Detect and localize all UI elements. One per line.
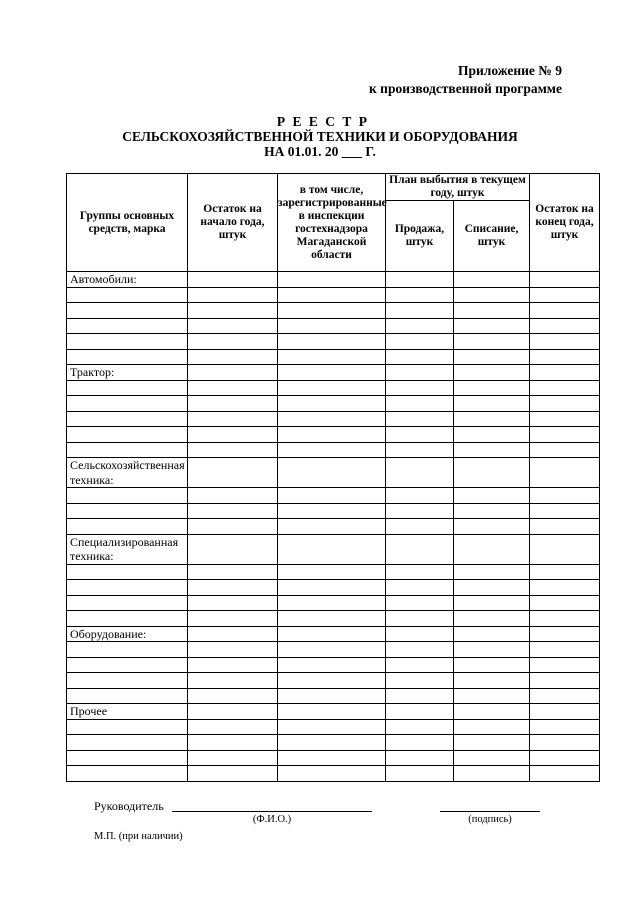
- table-cell[interactable]: [188, 657, 278, 673]
- table-row: [67, 427, 600, 443]
- table-cell[interactable]: [386, 534, 454, 564]
- table-cell[interactable]: [188, 380, 278, 396]
- table-cell[interactable]: [454, 427, 530, 443]
- appendix-number: Приложение № 9: [458, 63, 562, 78]
- column-header-end-balance: Остаток на конец года, штук: [530, 174, 600, 272]
- table-cell[interactable]: [278, 534, 386, 564]
- table-cell[interactable]: [278, 595, 386, 611]
- section-label: Оборудование:: [67, 626, 188, 642]
- table-cell[interactable]: [530, 272, 600, 288]
- table-cell[interactable]: [278, 365, 386, 381]
- table-cell[interactable]: [454, 365, 530, 381]
- column-header-sale: Продажа, штук: [386, 201, 454, 272]
- table-cell[interactable]: [454, 318, 530, 334]
- section-label: Сельскохозяйственная техника:: [67, 458, 188, 488]
- table-cell[interactable]: [67, 303, 188, 319]
- signature-line: [440, 811, 540, 812]
- table-cell[interactable]: [530, 303, 600, 319]
- table-cell[interactable]: [530, 766, 600, 782]
- table-row: [67, 488, 600, 504]
- table-cell[interactable]: [530, 534, 600, 564]
- table-cell[interactable]: [67, 657, 188, 673]
- table-cell[interactable]: [386, 334, 454, 350]
- table-cell[interactable]: [454, 534, 530, 564]
- table-cell[interactable]: [67, 688, 188, 704]
- table-cell[interactable]: [454, 611, 530, 627]
- section-row: [67, 272, 600, 288]
- table-cell[interactable]: [278, 380, 386, 396]
- table-cell[interactable]: [386, 503, 454, 519]
- table-cell[interactable]: [530, 626, 600, 642]
- table-cell[interactable]: [530, 519, 600, 535]
- table-cell[interactable]: [454, 626, 530, 642]
- table-cell[interactable]: [188, 365, 278, 381]
- table-cell[interactable]: [530, 365, 600, 381]
- table-row: [67, 735, 600, 751]
- table-cell[interactable]: [530, 396, 600, 412]
- table-cell[interactable]: [188, 272, 278, 288]
- table-cell[interactable]: [278, 704, 386, 720]
- table-cell[interactable]: [386, 642, 454, 658]
- table-cell[interactable]: [188, 458, 278, 488]
- section-row: [67, 704, 600, 720]
- table-cell[interactable]: [454, 719, 530, 735]
- table-cell[interactable]: [67, 719, 188, 735]
- table-cell[interactable]: [278, 411, 386, 427]
- table-cell[interactable]: [67, 611, 188, 627]
- section-row: [67, 534, 600, 564]
- table-row: [67, 750, 600, 766]
- table-cell[interactable]: [278, 488, 386, 504]
- table-cell[interactable]: [386, 626, 454, 642]
- table-cell[interactable]: [67, 442, 188, 458]
- table-cell[interactable]: [386, 595, 454, 611]
- table-cell[interactable]: [278, 442, 386, 458]
- table-cell[interactable]: [188, 488, 278, 504]
- section-row: [67, 365, 600, 381]
- table-row: [67, 580, 600, 596]
- table-cell[interactable]: [188, 519, 278, 535]
- table-cell[interactable]: [67, 349, 188, 365]
- table-cell[interactable]: [67, 735, 188, 751]
- table-cell[interactable]: [386, 673, 454, 689]
- table-cell[interactable]: [278, 626, 386, 642]
- table-row: [67, 380, 600, 396]
- table-cell[interactable]: [278, 458, 386, 488]
- table-cell[interactable]: [530, 503, 600, 519]
- document-subtitle: СЕЛЬСКОХОЗЯЙСТВЕННОЙ ТЕХНИКИ И ОБОРУДОВАНИЯ: [122, 129, 518, 144]
- table-cell[interactable]: [67, 642, 188, 658]
- document-title: Р Е Е С Т Р: [276, 114, 370, 129]
- table-cell[interactable]: [454, 349, 530, 365]
- table-cell[interactable]: [188, 719, 278, 735]
- table-cell[interactable]: [386, 396, 454, 412]
- table-cell[interactable]: [454, 766, 530, 782]
- table-cell[interactable]: [530, 719, 600, 735]
- table-cell[interactable]: [67, 564, 188, 580]
- table-cell[interactable]: [530, 611, 600, 627]
- table-cell[interactable]: [530, 595, 600, 611]
- table-cell[interactable]: [454, 488, 530, 504]
- table-row: [67, 349, 600, 365]
- table-cell[interactable]: [278, 673, 386, 689]
- table-cell[interactable]: [278, 766, 386, 782]
- table-row: [67, 318, 600, 334]
- table-cell[interactable]: [278, 503, 386, 519]
- section-row: [67, 626, 600, 642]
- column-header-disposal-plan: План выбытия в текущем году, штук: [386, 174, 530, 201]
- table-cell[interactable]: [278, 287, 386, 303]
- table-row: [67, 564, 600, 580]
- table-cell[interactable]: [278, 580, 386, 596]
- table-row: [67, 396, 600, 412]
- column-header-group: Группы основных средств, марка: [67, 174, 188, 272]
- column-header-writeoff: Списание, штук: [454, 201, 530, 272]
- table-cell[interactable]: [278, 519, 386, 535]
- signature-caption: (подпись): [468, 814, 512, 825]
- table-cell[interactable]: [386, 411, 454, 427]
- table-row: [67, 642, 600, 658]
- table-cell[interactable]: [67, 318, 188, 334]
- table-cell[interactable]: [188, 349, 278, 365]
- table-cell[interactable]: [278, 735, 386, 751]
- table-cell[interactable]: [67, 750, 188, 766]
- table-row: [67, 766, 600, 782]
- table-cell[interactable]: [530, 642, 600, 658]
- table-row: [67, 719, 600, 735]
- table-cell[interactable]: [188, 642, 278, 658]
- table-cell[interactable]: [67, 396, 188, 412]
- fio-caption: (Ф.И.О.): [252, 814, 292, 825]
- table-cell[interactable]: [386, 365, 454, 381]
- table-cell[interactable]: [188, 303, 278, 319]
- table-cell[interactable]: [188, 318, 278, 334]
- table-cell[interactable]: [454, 519, 530, 535]
- stamp-label: М.П. (при наличии): [94, 831, 183, 842]
- section-label: Трактор:: [67, 365, 188, 381]
- table-row: [67, 688, 600, 704]
- table-cell[interactable]: [454, 303, 530, 319]
- table-cell[interactable]: [188, 287, 278, 303]
- table-cell[interactable]: [278, 427, 386, 443]
- table-cell[interactable]: [454, 458, 530, 488]
- table-cell[interactable]: [67, 488, 188, 504]
- table-cell[interactable]: [278, 657, 386, 673]
- table-cell[interactable]: [454, 396, 530, 412]
- table-row: [67, 442, 600, 458]
- table-row: [67, 611, 600, 627]
- table-cell[interactable]: [278, 719, 386, 735]
- table-cell[interactable]: [67, 380, 188, 396]
- table-cell[interactable]: [188, 611, 278, 627]
- section-label: Специализированная техника:: [67, 534, 188, 564]
- table-cell[interactable]: [454, 688, 530, 704]
- column-header-start-balance: Остаток на начало года, штук: [188, 174, 278, 272]
- table-cell[interactable]: [188, 766, 278, 782]
- table-cell[interactable]: [454, 580, 530, 596]
- table-cell[interactable]: [188, 595, 278, 611]
- table-cell[interactable]: [454, 380, 530, 396]
- table-cell[interactable]: [386, 580, 454, 596]
- table-cell[interactable]: [530, 673, 600, 689]
- table-cell[interactable]: [188, 427, 278, 443]
- table-cell[interactable]: [530, 735, 600, 751]
- table-cell[interactable]: [454, 750, 530, 766]
- table-cell[interactable]: [454, 642, 530, 658]
- table-cell[interactable]: [278, 272, 386, 288]
- table-cell[interactable]: [454, 564, 530, 580]
- table-cell[interactable]: [188, 411, 278, 427]
- table-cell[interactable]: [67, 503, 188, 519]
- table-cell[interactable]: [530, 442, 600, 458]
- appendix-reference: к производственной программе: [369, 81, 562, 96]
- table-cell[interactable]: [386, 272, 454, 288]
- table-cell[interactable]: [386, 735, 454, 751]
- table-cell[interactable]: [454, 595, 530, 611]
- table-cell[interactable]: [454, 287, 530, 303]
- fio-line: [172, 811, 372, 812]
- table-cell[interactable]: [67, 673, 188, 689]
- table-row: [67, 411, 600, 427]
- table-cell[interactable]: [386, 519, 454, 535]
- table-cell[interactable]: [530, 580, 600, 596]
- document-date: НА 01.01. 20 ___ Г.: [264, 144, 376, 159]
- table-cell[interactable]: [530, 750, 600, 766]
- table-cell[interactable]: [188, 688, 278, 704]
- table-cell[interactable]: [386, 287, 454, 303]
- table-cell[interactable]: [386, 488, 454, 504]
- table-cell[interactable]: [67, 411, 188, 427]
- table-cell[interactable]: [454, 442, 530, 458]
- table-cell[interactable]: [386, 442, 454, 458]
- table-cell[interactable]: [530, 688, 600, 704]
- table-cell[interactable]: [386, 427, 454, 443]
- table-cell[interactable]: [386, 657, 454, 673]
- section-label: Прочее: [67, 704, 188, 720]
- table-cell[interactable]: [530, 318, 600, 334]
- table-cell[interactable]: [454, 503, 530, 519]
- table-cell[interactable]: [188, 735, 278, 751]
- table-row: [67, 519, 600, 535]
- table-cell[interactable]: [454, 411, 530, 427]
- director-label: Руководитель: [94, 799, 164, 813]
- table-cell[interactable]: [67, 427, 188, 443]
- table-cell[interactable]: [278, 334, 386, 350]
- table-cell[interactable]: [530, 380, 600, 396]
- table-cell[interactable]: [278, 318, 386, 334]
- table-cell[interactable]: [454, 704, 530, 720]
- table-cell[interactable]: [530, 334, 600, 350]
- column-header-registered: в том числе, зарегистрированные в инспекции гостехнадзора Магаданской области: [278, 174, 386, 272]
- table-cell[interactable]: [386, 349, 454, 365]
- table-cell[interactable]: [386, 704, 454, 720]
- table-cell[interactable]: [278, 642, 386, 658]
- table-cell[interactable]: [386, 318, 454, 334]
- table-row: [67, 657, 600, 673]
- table-cell[interactable]: [67, 287, 188, 303]
- table-cell[interactable]: [278, 564, 386, 580]
- table-row: [67, 595, 600, 611]
- table-row: [67, 303, 600, 319]
- register-table: [66, 173, 600, 782]
- section-label: Автомобили:: [67, 272, 188, 288]
- table-cell[interactable]: [454, 272, 530, 288]
- table-cell[interactable]: [278, 349, 386, 365]
- table-cell[interactable]: [188, 564, 278, 580]
- table-cell[interactable]: [188, 580, 278, 596]
- table-cell[interactable]: [188, 534, 278, 564]
- table-cell[interactable]: [188, 704, 278, 720]
- table-cell[interactable]: [188, 334, 278, 350]
- register-body: [67, 272, 600, 782]
- table-cell[interactable]: [67, 580, 188, 596]
- table-cell[interactable]: [530, 704, 600, 720]
- table-cell[interactable]: [530, 349, 600, 365]
- table-cell[interactable]: [188, 503, 278, 519]
- table-cell[interactable]: [278, 396, 386, 412]
- table-cell[interactable]: [67, 766, 188, 782]
- table-cell[interactable]: [188, 442, 278, 458]
- table-cell[interactable]: [454, 735, 530, 751]
- table-cell[interactable]: [67, 334, 188, 350]
- table-cell[interactable]: [278, 303, 386, 319]
- table-cell[interactable]: [386, 766, 454, 782]
- table-cell[interactable]: [67, 519, 188, 535]
- table-cell[interactable]: [386, 458, 454, 488]
- table-cell[interactable]: [530, 488, 600, 504]
- table-cell[interactable]: [530, 411, 600, 427]
- table-cell[interactable]: [278, 611, 386, 627]
- table-cell[interactable]: [386, 611, 454, 627]
- table-cell[interactable]: [386, 750, 454, 766]
- table-cell[interactable]: [530, 427, 600, 443]
- table-cell[interactable]: [188, 626, 278, 642]
- table-cell[interactable]: [530, 564, 600, 580]
- table-cell[interactable]: [188, 396, 278, 412]
- table-row: [67, 334, 600, 350]
- table-row: [67, 503, 600, 519]
- table-cell[interactable]: [386, 719, 454, 735]
- table-cell[interactable]: [386, 380, 454, 396]
- table-cell[interactable]: [530, 287, 600, 303]
- table-cell[interactable]: [188, 750, 278, 766]
- table-cell[interactable]: [454, 673, 530, 689]
- table-cell[interactable]: [67, 595, 188, 611]
- table-row: [67, 287, 600, 303]
- table-cell[interactable]: [386, 303, 454, 319]
- table-cell[interactable]: [530, 657, 600, 673]
- table-cell[interactable]: [278, 688, 386, 704]
- section-row: [67, 458, 600, 488]
- table-cell[interactable]: [278, 750, 386, 766]
- table-cell[interactable]: [454, 657, 530, 673]
- table-cell[interactable]: [386, 564, 454, 580]
- table-row: [67, 673, 600, 689]
- table-cell[interactable]: [454, 334, 530, 350]
- table-cell[interactable]: [530, 458, 600, 488]
- table-cell[interactable]: [188, 673, 278, 689]
- table-cell[interactable]: [386, 688, 454, 704]
